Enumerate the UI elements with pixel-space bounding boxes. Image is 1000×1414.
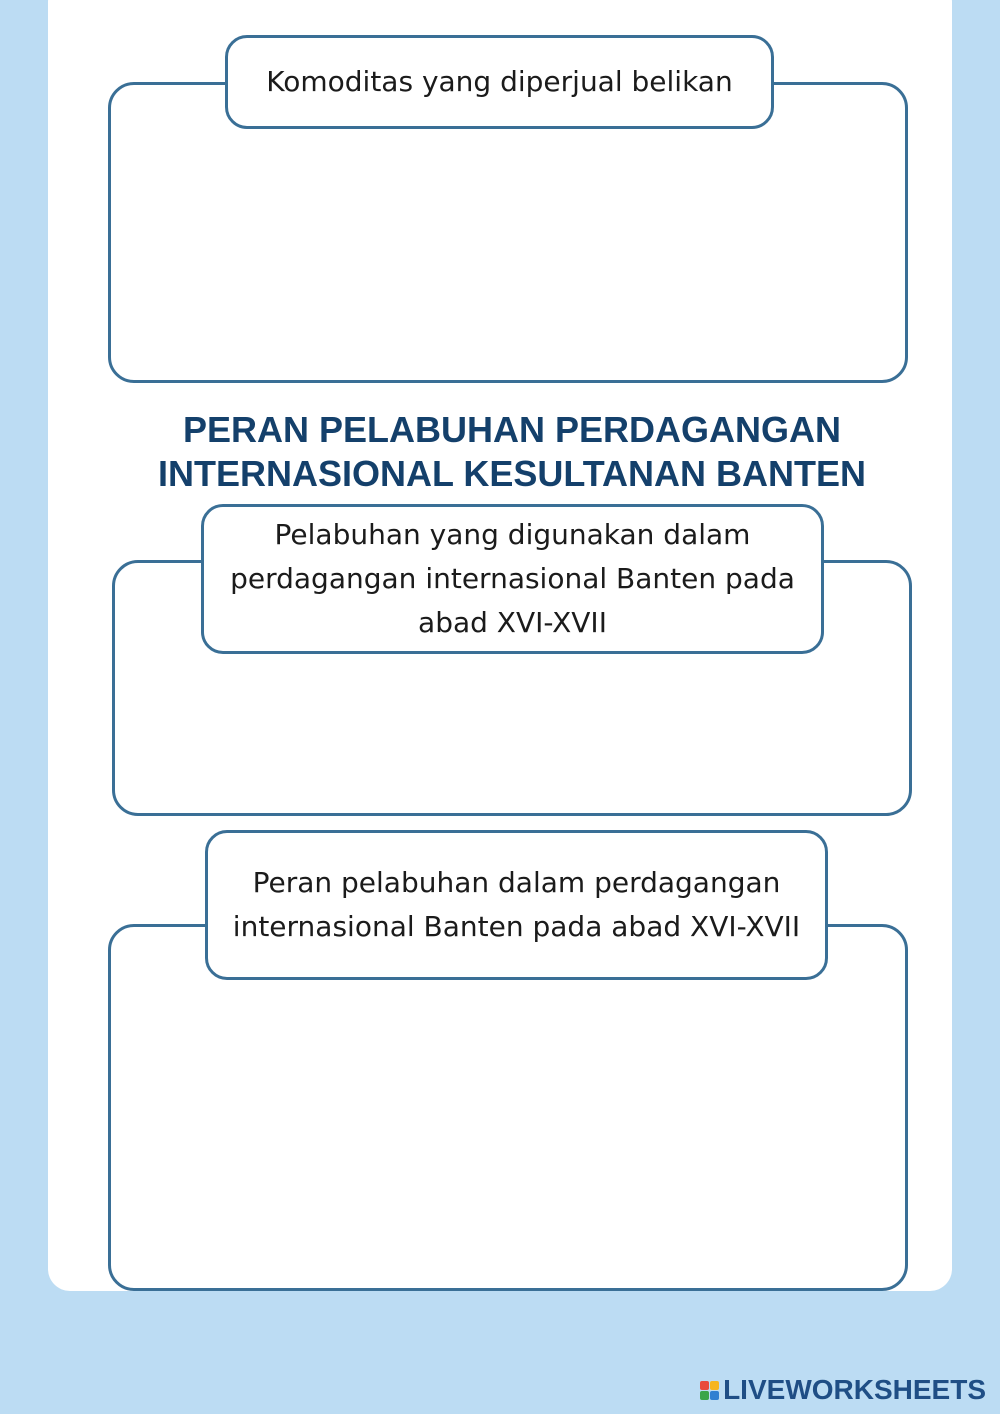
logo-cell	[700, 1381, 709, 1390]
label-ports	[201, 504, 824, 654]
logo-cell	[700, 1391, 709, 1400]
label-ports-text: Pelabuhan yang digunakan dalam perdagangan internasional Banten pada abad XVI-XVII	[230, 518, 795, 639]
logo-cell	[710, 1391, 719, 1400]
liveworksheets-brand	[700, 1374, 986, 1406]
label-commodities-text: Komoditas yang diperjual belikan	[266, 65, 733, 98]
worksheet-title: PERAN PELABUHAN PERDAGANGAN INTERNASIONAL KESULTANAN BANTEN	[158, 409, 866, 494]
logo-cell	[710, 1381, 719, 1390]
label-port-role	[205, 830, 828, 980]
liveworksheets-logo-icon	[700, 1381, 719, 1400]
brand-name: LIVEWORKSHEETS	[723, 1374, 986, 1405]
label-port-role-text: Peran pelabuhan dalam perdagangan internasional Banten pada abad XVI-XVII	[232, 866, 801, 943]
label-commodities	[225, 35, 774, 129]
